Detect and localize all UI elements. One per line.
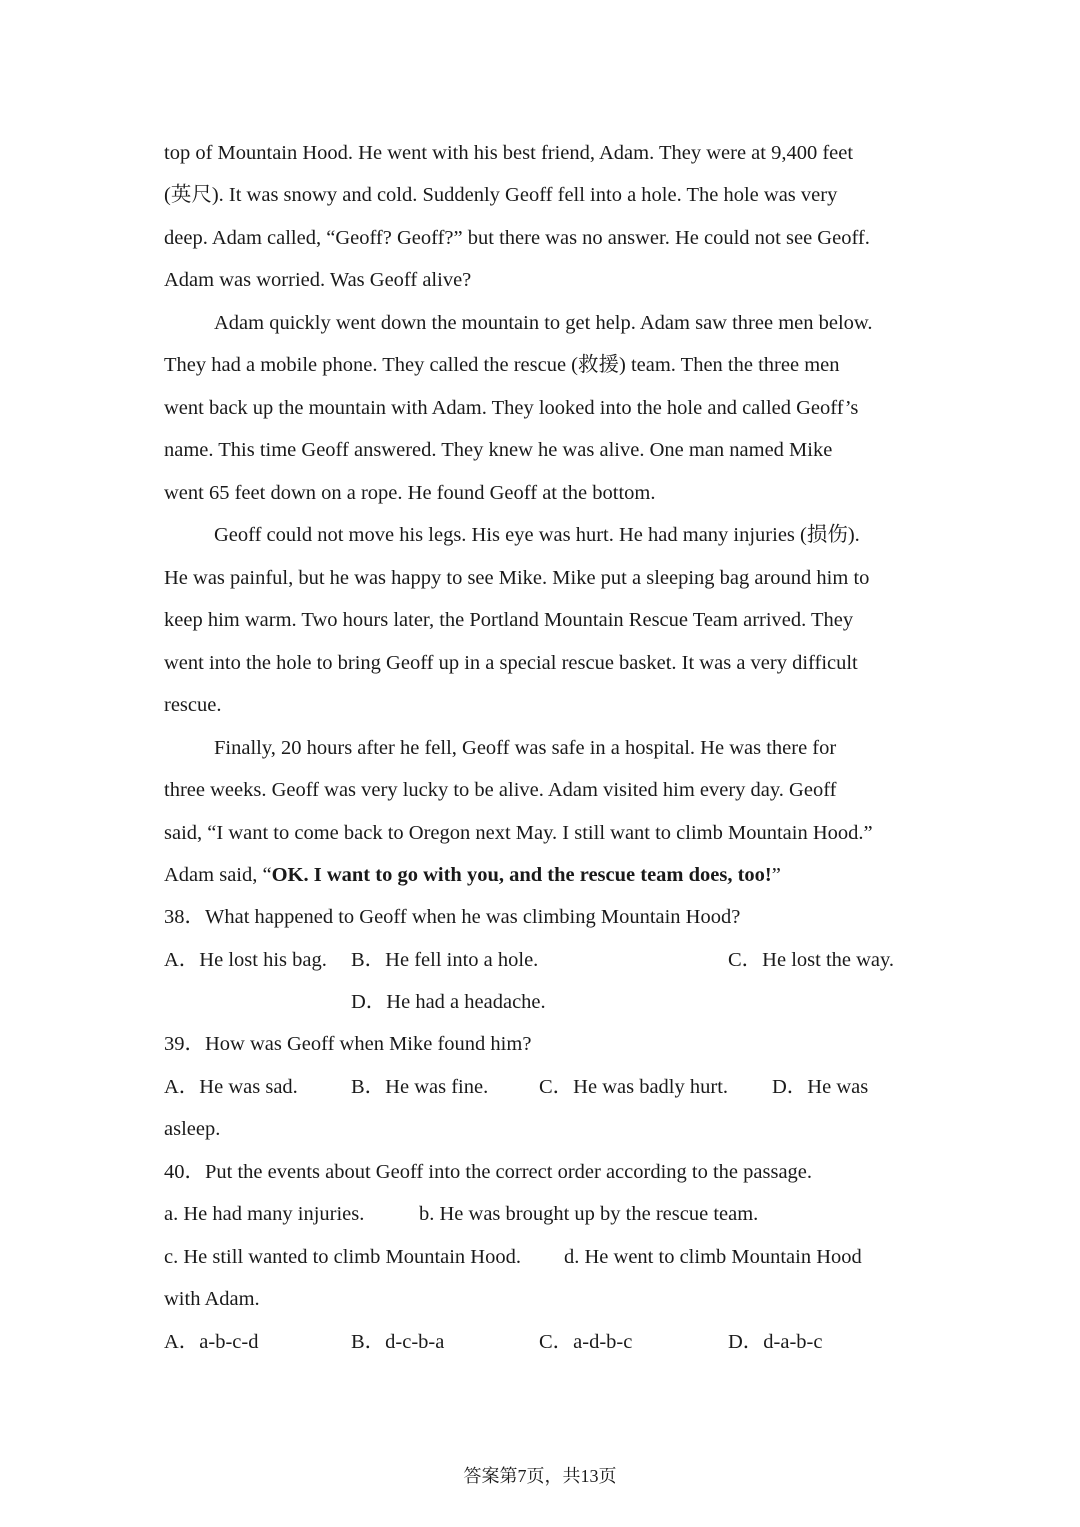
passage-line: Adam was worried. Was Geoff alive? <box>164 269 472 291</box>
passage-line: top of Mountain Hood. He went with his best friend, Adam. They were at 9,400 feet <box>164 142 854 164</box>
bold-quote: OK. I want to go with you, and the rescue team does, too! <box>271 864 772 886</box>
q40-event-b: b. He was brought up by the rescue team. <box>419 1203 759 1225</box>
passage-line: (英尺). It was snowy and cold. Suddenly Geoff fell into a hole. The hole was very <box>164 184 838 206</box>
q39-option-d-continued: asleep. <box>164 1118 221 1140</box>
passage-line: deep. Adam called, “Geoff? Geoff?” but there was no answer. He could not see Geoff. <box>164 227 870 249</box>
q40-event-c: c. He still wanted to climb Mountain Hood. <box>164 1246 521 1268</box>
q38-option-c: C．He lost the way. <box>728 949 895 971</box>
question-40-stem: 40．Put the events about Geoff into the correct order according to the passage. <box>164 1161 813 1183</box>
q40-event-a: a. He had many injuries. <box>164 1203 365 1225</box>
q38-option-a: A．He lost his bag. <box>164 949 327 971</box>
question-38-stem: 38．What happened to Geoff when he was climbing Mountain Hood? <box>164 906 741 928</box>
passage-line: Geoff could not move his legs. His eye was hurt. He had many injuries (损伤). <box>214 524 860 546</box>
q38-option-b: B．He fell into a hole. <box>351 949 539 971</box>
page-footer: 答案第7页，共13页 <box>463 1466 617 1486</box>
passage-line: three weeks. Geoff was very lucky to be alive. Adam visited him every day. Geoff <box>164 779 837 801</box>
question-39-stem: 39．How was Geoff when Mike found him? <box>164 1033 532 1055</box>
passage-line: went back up the mountain with Adam. They looked into the hole and called Geoff’s <box>164 397 859 419</box>
q39-option-c: C．He was badly hurt. <box>539 1076 729 1098</box>
q40-option-a: A．a-b-c-d <box>164 1331 259 1353</box>
q39-option-b: B．He was fine. <box>351 1076 489 1098</box>
passage-line: rescue. <box>164 694 222 716</box>
passage-line: said, “I want to come back to Oregon next May. I still want to climb Mountain Hood.” <box>164 822 873 844</box>
q40-event-d-continued: with Adam. <box>164 1288 260 1310</box>
passage-line: He was painful, but he was happy to see Mike. Mike put a sleeping bag around him to <box>164 567 870 589</box>
quote-prefix: Adam said, “ <box>164 864 272 886</box>
passage-line-last <box>164 862 924 888</box>
passage-line: keep him warm. Two hours later, the Portland Mountain Rescue Team arrived. They <box>164 609 854 631</box>
q40-option-c: C．a-d-b-c <box>539 1331 633 1353</box>
passage-line: Finally, 20 hours after he fell, Geoff was safe in a hospital. He was there for <box>214 737 837 759</box>
passage-line: went into the hole to bring Geoff up in a special rescue basket. It was a very difficult <box>164 652 858 674</box>
passage-line: Adam quickly went down the mountain to get help. Adam saw three men below. <box>214 312 873 334</box>
q40-option-d: D．d-a-b-c <box>728 1331 823 1353</box>
q38-option-d: D．He had a headache. <box>351 991 546 1013</box>
passage-line: They had a mobile phone. They called the rescue (救援) team. Then the three men <box>164 354 840 376</box>
q39-option-a: A．He was sad. <box>164 1076 298 1098</box>
q40-event-d: d. He went to climb Mountain Hood <box>564 1246 862 1268</box>
quote-suffix: ” <box>771 864 781 886</box>
passage-line: name. This time Geoff answered. They knew he was alive. One man named Mike <box>164 439 833 461</box>
q40-option-b: B．d-c-b-a <box>351 1331 445 1353</box>
passage-line: went 65 feet down on a rope. He found Geoff at the bottom. <box>164 482 656 504</box>
q39-option-d: D．He was <box>772 1076 869 1098</box>
